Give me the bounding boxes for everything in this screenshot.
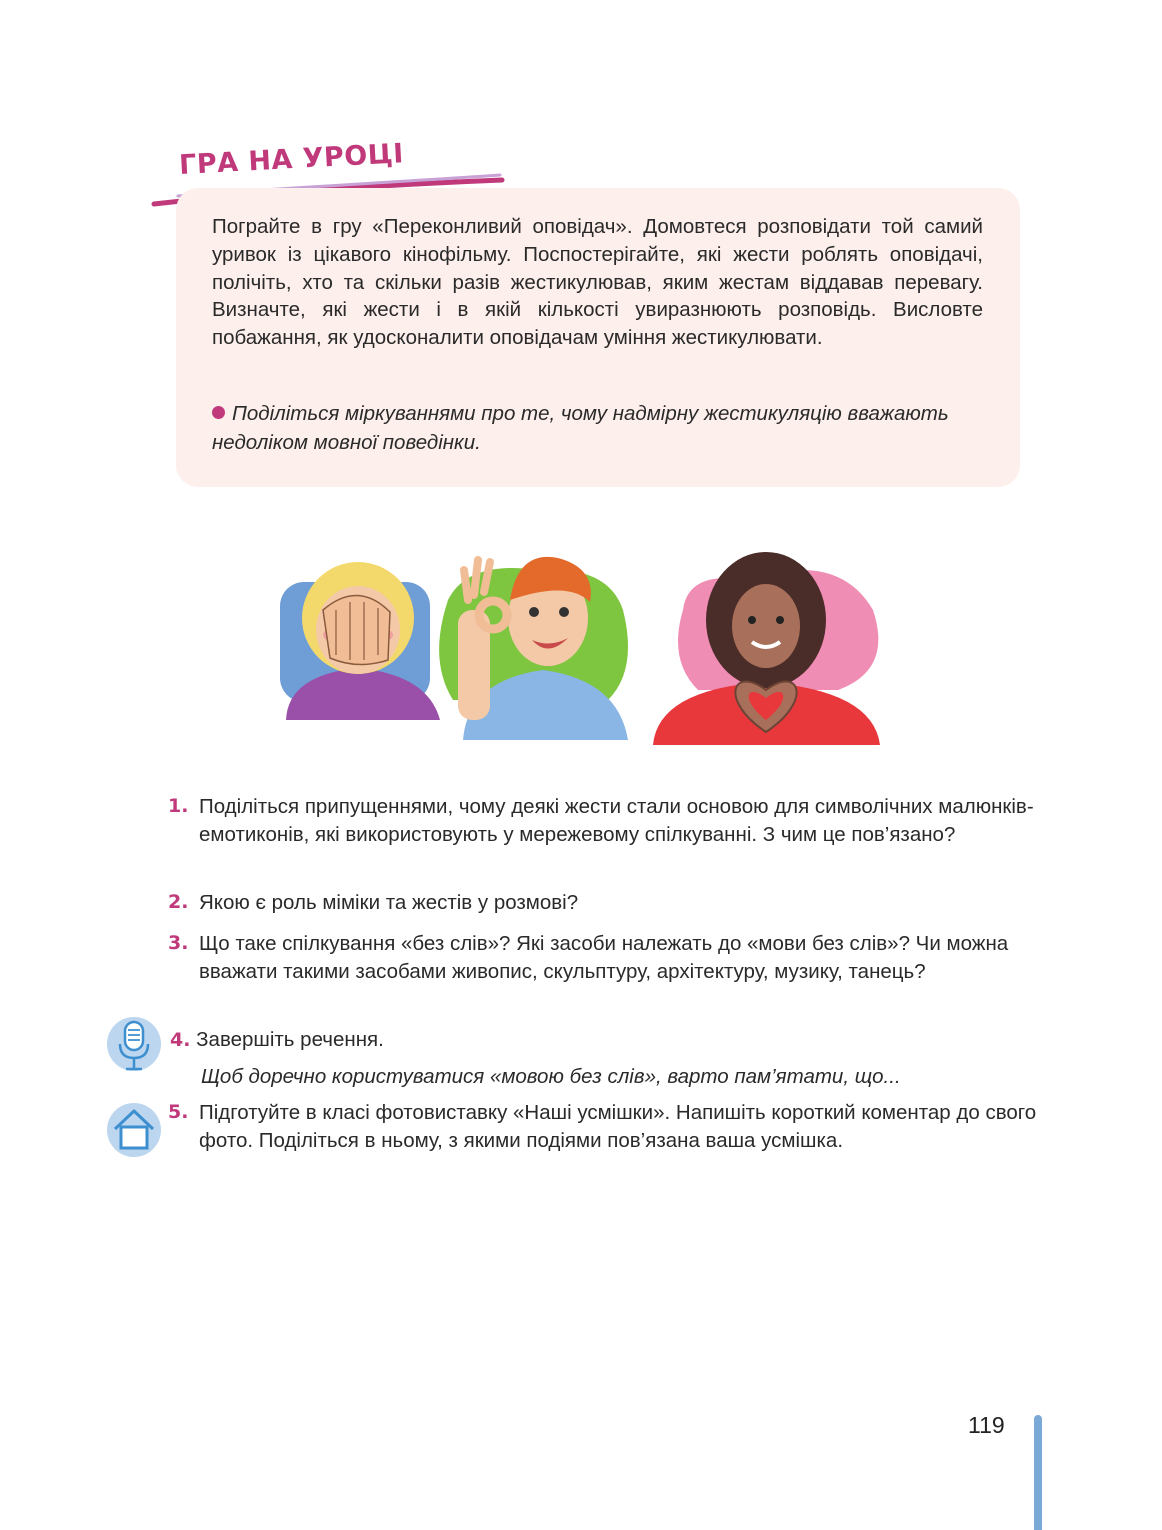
task-number: 2.	[168, 891, 189, 913]
game-question	[212, 399, 983, 457]
house-icon	[106, 1102, 162, 1158]
task-number: 4.	[170, 1029, 191, 1051]
game-question-text: Поділіться міркуваннями про те, чому надмірну жестикуляцію вважають недоліком мовної поведінки.	[212, 402, 949, 454]
task-text: Поділіться припущеннями, чому деякі жести стали основою для символічних малюнків-емотиконів, які використовують у мережевому спілкуванні. З чим це пов’язано?	[199, 795, 1034, 846]
task-text: Завершіть речення.	[196, 1028, 384, 1051]
page-number: 119	[968, 1412, 1005, 1438]
section-title: ГРА НА УРОЦІ	[178, 138, 405, 181]
task-text: Що таке спілкування «без слів»? Які засоби належать до «мови без слів»? Чи можна вважати такими засобами живопис, скульптуру, архітектуру, музику, танець?	[199, 932, 1009, 983]
task-1	[168, 793, 1038, 848]
facepalm-girl-figure	[280, 562, 440, 720]
game-paragraph: Пограйте в гру «Переконливий оповідач». Домовтеся розповідати той самий уривок із цікавого кінофільму. Поспостерігайте, які жести роблять оповідачі, полічіть, хто та скільки разів жестикулював, яким жестам віддавав перевагу. Визначте, які жести і в якій кількості увиразнюють розповідь. Висловте побажання, як удосконалити оповідачам уміння жестикулювати.	[212, 215, 983, 350]
bullet-icon	[212, 406, 225, 419]
task-italic-prompt: Щоб доречно користуватися «мовою без слів», варто пам’ятати, що...	[201, 1064, 901, 1088]
ok-gesture-boy-figure	[439, 557, 628, 740]
microphone-icon	[106, 1016, 162, 1072]
task-3	[168, 930, 1038, 985]
task-4	[170, 1026, 1040, 1090]
task-text: Якою є роль міміки та жестів у розмові?	[199, 891, 579, 914]
heart-hands-girl-figure	[653, 552, 880, 745]
task-5	[168, 1099, 1038, 1154]
page-edge-bar	[1034, 1415, 1042, 1530]
task-2	[168, 889, 1038, 917]
task-number: 5.	[168, 1101, 189, 1123]
task-text: Підготуйте в класі фотовиставку «Наші усмішки». Напишіть короткий коментар до свого фото. Поділіться в ньому, з якими подіями пов’язана ваша усмішка.	[199, 1101, 1037, 1152]
task-number: 1.	[168, 795, 189, 817]
task-number: 3.	[168, 932, 189, 954]
gestures-illustration	[278, 540, 888, 745]
